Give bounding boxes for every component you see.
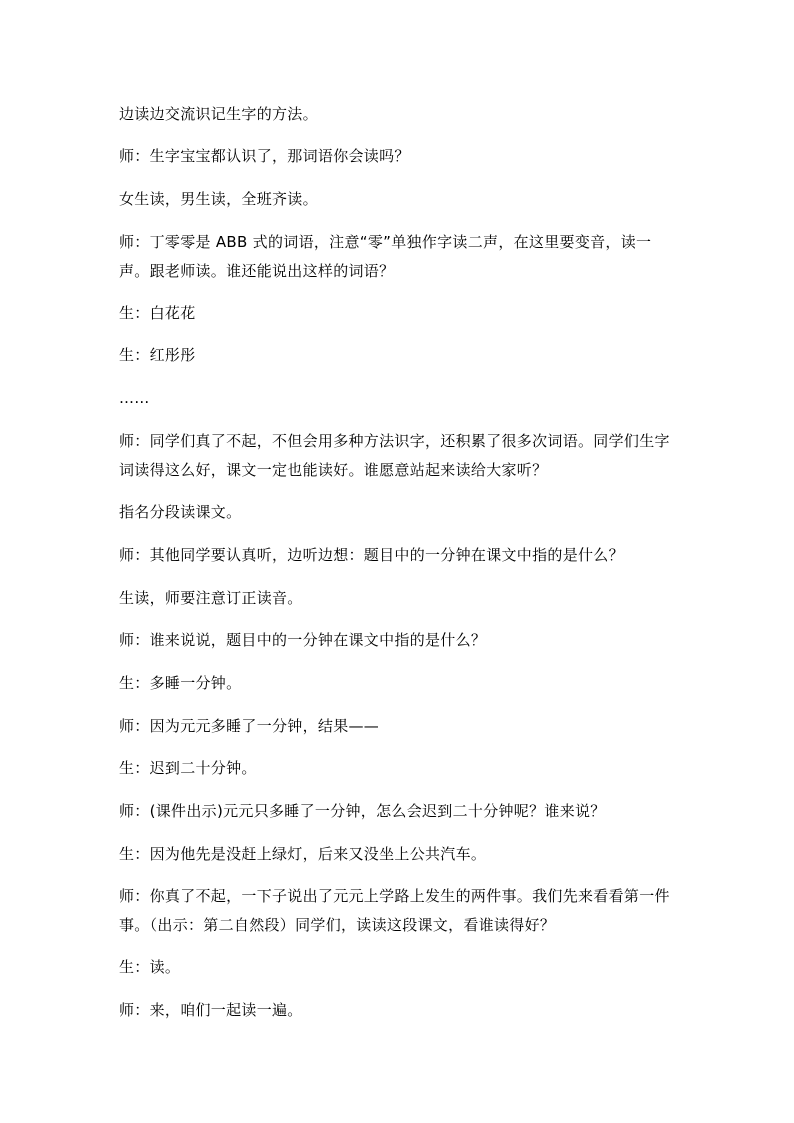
paragraph-13: 生：多睡一分钟。 bbox=[119, 674, 242, 692]
paragraph-16: 师：(课件出示)元元只多睡了一分钟，怎么会迟到二十分钟呢？谁来说？ bbox=[119, 802, 606, 820]
paragraph-14: 师：因为元元多睡了一分钟，结果—— bbox=[119, 717, 380, 735]
paragraph-17: 生：因为他先是没赶上绿灯，后来又没坐上公共汽车。 bbox=[119, 845, 487, 863]
paragraph-20: 师：来，咱们一起读一遍。 bbox=[119, 1001, 303, 1019]
paragraph-10: 师：其他同学要认真听，边听边想：题目中的一分钟在课文中指的是什么？ bbox=[119, 546, 624, 564]
paragraph-1: 边读边交流识记生字的方法。 bbox=[119, 105, 318, 123]
paragraph-12: 师：谁来说说，题目中的一分钟在课文中指的是什么？ bbox=[119, 631, 487, 649]
paragraph-8: 师：同学们真了不起，不但会用多种方法识字，还积累了很多次词语。同学们生字词读得这么好，课文一定也能读好。谁愿意站起来读给大家听？ bbox=[119, 432, 670, 479]
paragraph-3: 女生读，男生读，全班齐读。 bbox=[119, 190, 318, 208]
paragraph-7: …… bbox=[119, 389, 150, 407]
paragraph-2: 师：生字宝宝都认识了，那词语你会读吗？ bbox=[119, 147, 410, 165]
paragraph-19: 生：读。 bbox=[119, 958, 181, 976]
paragraph-15: 生：迟到二十分钟。 bbox=[119, 759, 257, 777]
paragraph-5: 生：白花花 bbox=[119, 304, 196, 322]
paragraph-11: 生读，师要注意订正读音。 bbox=[119, 589, 303, 607]
paragraph-18: 师：你真了不起，一下子说出了元元上学路上发生的两件事。我们先来看看第一件事。（出示：第二自然段）同学们，读读这段课文，看谁读得好？ bbox=[119, 887, 670, 934]
paragraph-6: 生：红彤彤 bbox=[119, 346, 196, 364]
paragraph-9: 指名分段读课文。 bbox=[119, 503, 242, 521]
paragraph-4: 师：丁零零是 ABB 式的词语，注意“零”单独作字读二声，在这里要变音，读一声。跟老师读。谁还能说出这样的词语？ bbox=[119, 233, 652, 280]
